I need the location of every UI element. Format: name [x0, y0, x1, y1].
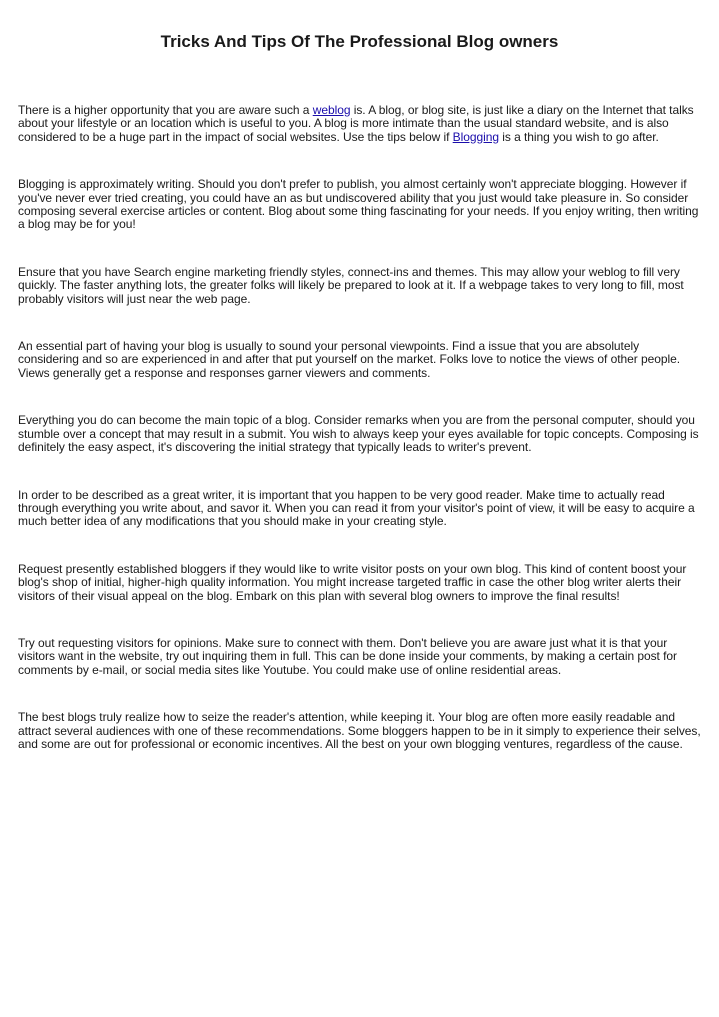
paragraph-6: In order to be described as a great writer, it is important that you happen to be very good reader. Make time to actually read through everything you write about, and savor it. When you can read it from your visitor's point of view, it will be easy to acquire a much better idea of any modifications that you should make in your creating style. — [18, 487, 695, 529]
paragraph-1-text-middle: is. A blog, or blog site, is just like a diary on the Internet that talks about your lifestyle or an location which is useful to you. A blog is more intimate than the usual standard website, and is also considered to be a huge part in the impact of social websites. Use the tips below if — [18, 103, 694, 144]
blogging-link[interactable]: Blogging — [452, 129, 499, 144]
paragraph-9: The best blogs truly realize how to seize the reader's attention, while keeping it. Your blog are often more easily readable and attract several audiences with one of these recommendations. Some bloggers happen to be in it simply to experience their selves, and some are out for professional or economic incentives. All the best on your own blogging ventures, regardless of the cause. — [18, 710, 701, 751]
paragraph-2: Blogging is approximately writing. Should you don't prefer to publish, you almost certainly won't appreciate blogging. However if you've never ever tried creating, you could have an as but undiscovered ability that you just would take pleasure in. So consider composing several exercise articles or content. Blog about some thing fascinating for your needs. If you enjoy writing, then writing a blog may be for you! — [18, 177, 699, 232]
paragraph-3: Ensure that you have Search engine marketing friendly styles, connect-ins and themes. This may allow your weblog to fill very quickly. The faster anything lots, the greater folks will likely be prepared to look at it. If a webpage takes to very long to fill, most probably visitors will just near the web page. — [18, 264, 684, 306]
paragraph-5: Everything you do can become the main topic of a blog. Consider remarks when you are from the personal computer, should you stumble over a concept that may result in a submit. You wish to always keep your eyes available for topic concepts. Composing is definitely the easy aspect, it's discovering the initial strategy that typically leads to writer's prevent. — [18, 413, 699, 455]
weblog-link[interactable]: weblog — [312, 103, 351, 117]
article-body — [18, 104, 702, 785]
paragraph-4: An essential part of having your blog is usually to sound your personal viewpoints. Find a issue that you are absolutely considering and so are experienced in and after that put yourself on the market. Folks love to notice the views of other people. Views generally get a response and responses garner viewers and comments. — [18, 339, 680, 380]
page-title: Tricks And Tips Of The Professional Blog owners — [160, 32, 559, 51]
paragraph-7: Request presently established bloggers if they would like to write visitor posts on your own blog. This kind of content boost your blog's shop of initial, higher-high quality information. You might increase targeted traffic in case the other blog writer alerts their visitors of their visual appeal on the blog. Embark on this plan with several blog owners to improve the final results! — [18, 561, 687, 603]
paragraph-8: Try out requesting visitors for opinions. Make sure to connect with them. Don't believe you are aware just what it is that your visitors want in the website, try out inquiring them in full. This can be done inside your comments, by making a certain post for comments by e-mail, or social media sites like Youtube. You could make use of online residential areas. — [18, 635, 677, 677]
paragraph-1 — [18, 104, 702, 144]
paragraph-1-text-after: is a thing you wish to go after. — [498, 129, 659, 144]
paragraph-1-text-before: There is a higher opportunity that you are aware such a — [18, 103, 313, 117]
